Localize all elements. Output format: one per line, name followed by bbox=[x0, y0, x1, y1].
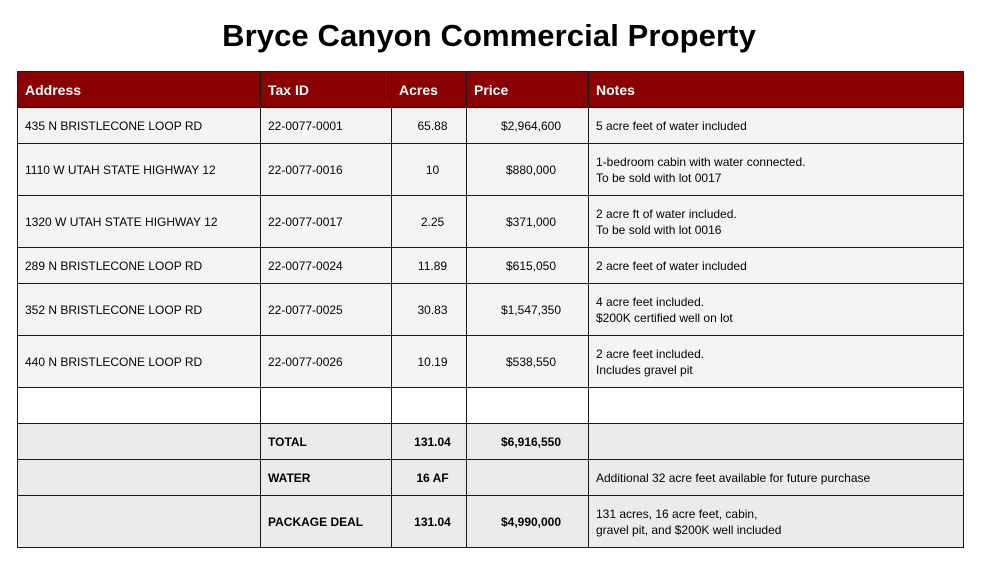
acres-cell: 11.89 bbox=[392, 248, 467, 284]
empty-cell bbox=[467, 388, 589, 424]
notes-cell bbox=[589, 144, 964, 196]
notes-line: To be sold with lot 0017 bbox=[596, 170, 722, 185]
address-cell: 289 N BRISTLECONE LOOP RD bbox=[18, 248, 261, 284]
water-label: WATER bbox=[261, 460, 392, 496]
address-cell: 1110 W UTAH STATE HIGHWAY 12 bbox=[18, 144, 261, 196]
notes-cell bbox=[589, 336, 964, 388]
notes-cell bbox=[589, 108, 964, 144]
column-header-address: Address bbox=[18, 72, 261, 108]
header-row bbox=[18, 72, 964, 108]
package-label: PACKAGE DEAL bbox=[261, 496, 392, 548]
address-cell: 352 N BRISTLECONE LOOP RD bbox=[18, 284, 261, 336]
column-header-price: Price bbox=[467, 72, 589, 108]
notes-line: Includes gravel pit bbox=[596, 362, 693, 377]
package-price: $4,990,000 bbox=[467, 496, 589, 548]
table-row bbox=[18, 108, 964, 144]
water-acres: 16 AF bbox=[392, 460, 467, 496]
total-row bbox=[18, 424, 964, 460]
table-row bbox=[18, 336, 964, 388]
notes-cell bbox=[589, 284, 964, 336]
notes-line: 4 acre feet included. bbox=[596, 294, 705, 309]
notes-line: 2 acre feet of water included bbox=[596, 258, 747, 273]
water-row bbox=[18, 460, 964, 496]
tax-id-cell: 22-0077-0026 bbox=[261, 336, 392, 388]
empty-cell bbox=[261, 388, 392, 424]
price-cell: $538,550 bbox=[467, 336, 589, 388]
total-acres: 131.04 bbox=[392, 424, 467, 460]
notes-line: To be sold with lot 0016 bbox=[596, 222, 722, 237]
notes-line: 131 acres, 16 acre feet, cabin, bbox=[596, 506, 758, 521]
empty-row bbox=[18, 388, 964, 424]
water-notes: Additional 32 acre feet available for future purchase bbox=[589, 460, 964, 496]
empty-cell bbox=[18, 424, 261, 460]
acres-cell: 65.88 bbox=[392, 108, 467, 144]
price-cell: $371,000 bbox=[467, 196, 589, 248]
notes-line: $200K certified well on lot bbox=[596, 310, 733, 325]
total-label: TOTAL bbox=[261, 424, 392, 460]
notes-line: 2 acre feet included. bbox=[596, 346, 705, 361]
package-notes bbox=[589, 496, 964, 548]
table-row bbox=[18, 144, 964, 196]
column-header-tax-id: Tax ID bbox=[261, 72, 392, 108]
price-cell: $880,000 bbox=[467, 144, 589, 196]
acres-cell: 2.25 bbox=[392, 196, 467, 248]
table-row bbox=[18, 196, 964, 248]
notes-line: 2 acre ft of water included. bbox=[596, 206, 737, 221]
tax-id-cell: 22-0077-0017 bbox=[261, 196, 392, 248]
tax-id-cell: 22-0077-0025 bbox=[261, 284, 392, 336]
property-table bbox=[17, 71, 964, 548]
package-row bbox=[18, 496, 964, 548]
acres-cell: 10.19 bbox=[392, 336, 467, 388]
tax-id-cell: 22-0077-0016 bbox=[261, 144, 392, 196]
empty-cell bbox=[392, 388, 467, 424]
notes-line: 1-bedroom cabin with water connected. bbox=[596, 154, 806, 169]
water-price bbox=[467, 460, 589, 496]
empty-cell bbox=[589, 388, 964, 424]
empty-cell bbox=[18, 460, 261, 496]
tax-id-cell: 22-0077-0001 bbox=[261, 108, 392, 144]
total-notes bbox=[589, 424, 964, 460]
price-cell: $2,964,600 bbox=[467, 108, 589, 144]
acres-cell: 10 bbox=[392, 144, 467, 196]
acres-cell: 30.83 bbox=[392, 284, 467, 336]
price-cell: $615,050 bbox=[467, 248, 589, 284]
address-cell: 435 N BRISTLECONE LOOP RD bbox=[18, 108, 261, 144]
package-acres: 131.04 bbox=[392, 496, 467, 548]
empty-cell bbox=[18, 388, 261, 424]
notes-cell bbox=[589, 196, 964, 248]
empty-cell bbox=[18, 496, 261, 548]
notes-cell bbox=[589, 248, 964, 284]
address-cell: 1320 W UTAH STATE HIGHWAY 12 bbox=[18, 196, 261, 248]
column-header-notes: Notes bbox=[589, 72, 964, 108]
price-cell: $1,547,350 bbox=[467, 284, 589, 336]
notes-line: gravel pit, and $200K well included bbox=[596, 522, 782, 537]
table-row bbox=[18, 248, 964, 284]
address-cell: 440 N BRISTLECONE LOOP RD bbox=[18, 336, 261, 388]
column-header-acres: Acres bbox=[392, 72, 467, 108]
total-price: $6,916,550 bbox=[467, 424, 589, 460]
notes-line: 5 acre feet of water included bbox=[596, 118, 747, 133]
tax-id-cell: 22-0077-0024 bbox=[261, 248, 392, 284]
table-row bbox=[18, 284, 964, 336]
page-title: Bryce Canyon Commercial Property bbox=[222, 18, 756, 53]
